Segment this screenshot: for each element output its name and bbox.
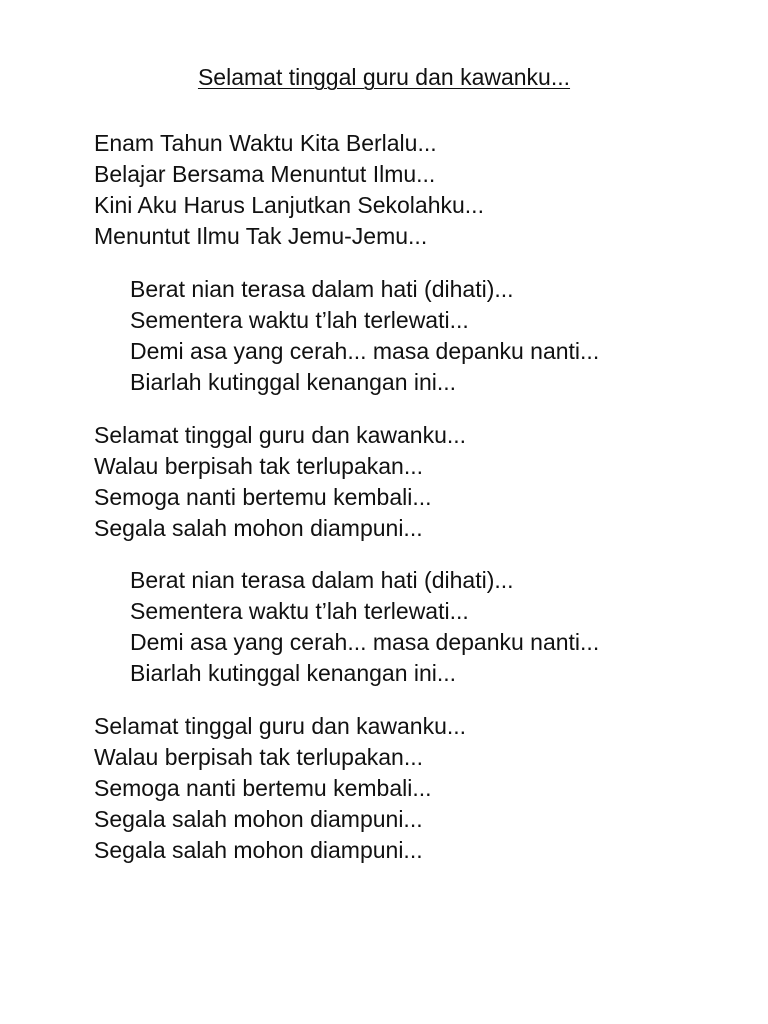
lyric-line: Sementera waktu t’lah terlewati... bbox=[130, 307, 469, 333]
lyric-line: Sementera waktu t’lah terlewati... bbox=[130, 598, 469, 624]
lyric-line: Belajar Bersama Menuntut Ilmu... bbox=[94, 161, 436, 187]
lyric-line: Selamat tinggal guru dan kawanku... bbox=[94, 713, 467, 739]
lyric-line: Segala salah mohon diampuni... bbox=[94, 806, 423, 832]
stanza-1 bbox=[94, 128, 484, 252]
song-title-text: Selamat tinggal guru dan kawanku... bbox=[197, 64, 571, 90]
lyric-line: Demi asa yang cerah... masa depanku nanti... bbox=[130, 629, 600, 655]
lyric-line: Walau berpisah tak terlupakan... bbox=[94, 453, 423, 479]
lyric-line: Walau berpisah tak terlupakan... bbox=[94, 744, 423, 770]
lyric-line: Biarlah kutinggal kenangan ini... bbox=[130, 369, 457, 395]
lyric-line: Menuntut Ilmu Tak Jemu-Jemu... bbox=[94, 223, 428, 249]
lyric-line: Semoga nanti bertemu kembali... bbox=[94, 484, 432, 510]
stanza-2-chorus bbox=[130, 274, 599, 398]
lyric-line: Biarlah kutinggal kenangan ini... bbox=[130, 660, 457, 686]
lyric-line: Segala salah mohon diampuni... bbox=[94, 515, 423, 541]
song-title bbox=[0, 62, 768, 92]
lyric-line: Selamat tinggal guru dan kawanku... bbox=[94, 422, 467, 448]
stanza-5 bbox=[94, 711, 466, 866]
lyric-line: Berat nian terasa dalam hati (dihati)... bbox=[130, 567, 514, 593]
lyric-line: Kini Aku Harus Lanjutkan Sekolahku... bbox=[94, 192, 484, 218]
lyric-line: Enam Tahun Waktu Kita Berlalu... bbox=[94, 130, 437, 156]
stanza-4-chorus bbox=[130, 565, 599, 689]
stanza-3 bbox=[94, 420, 466, 544]
lyric-line: Demi asa yang cerah... masa depanku nanti... bbox=[130, 338, 600, 364]
lyric-line: Berat nian terasa dalam hati (dihati)... bbox=[130, 276, 514, 302]
lyric-line: Semoga nanti bertemu kembali... bbox=[94, 775, 432, 801]
lyric-line: Segala salah mohon diampuni... bbox=[94, 837, 423, 863]
